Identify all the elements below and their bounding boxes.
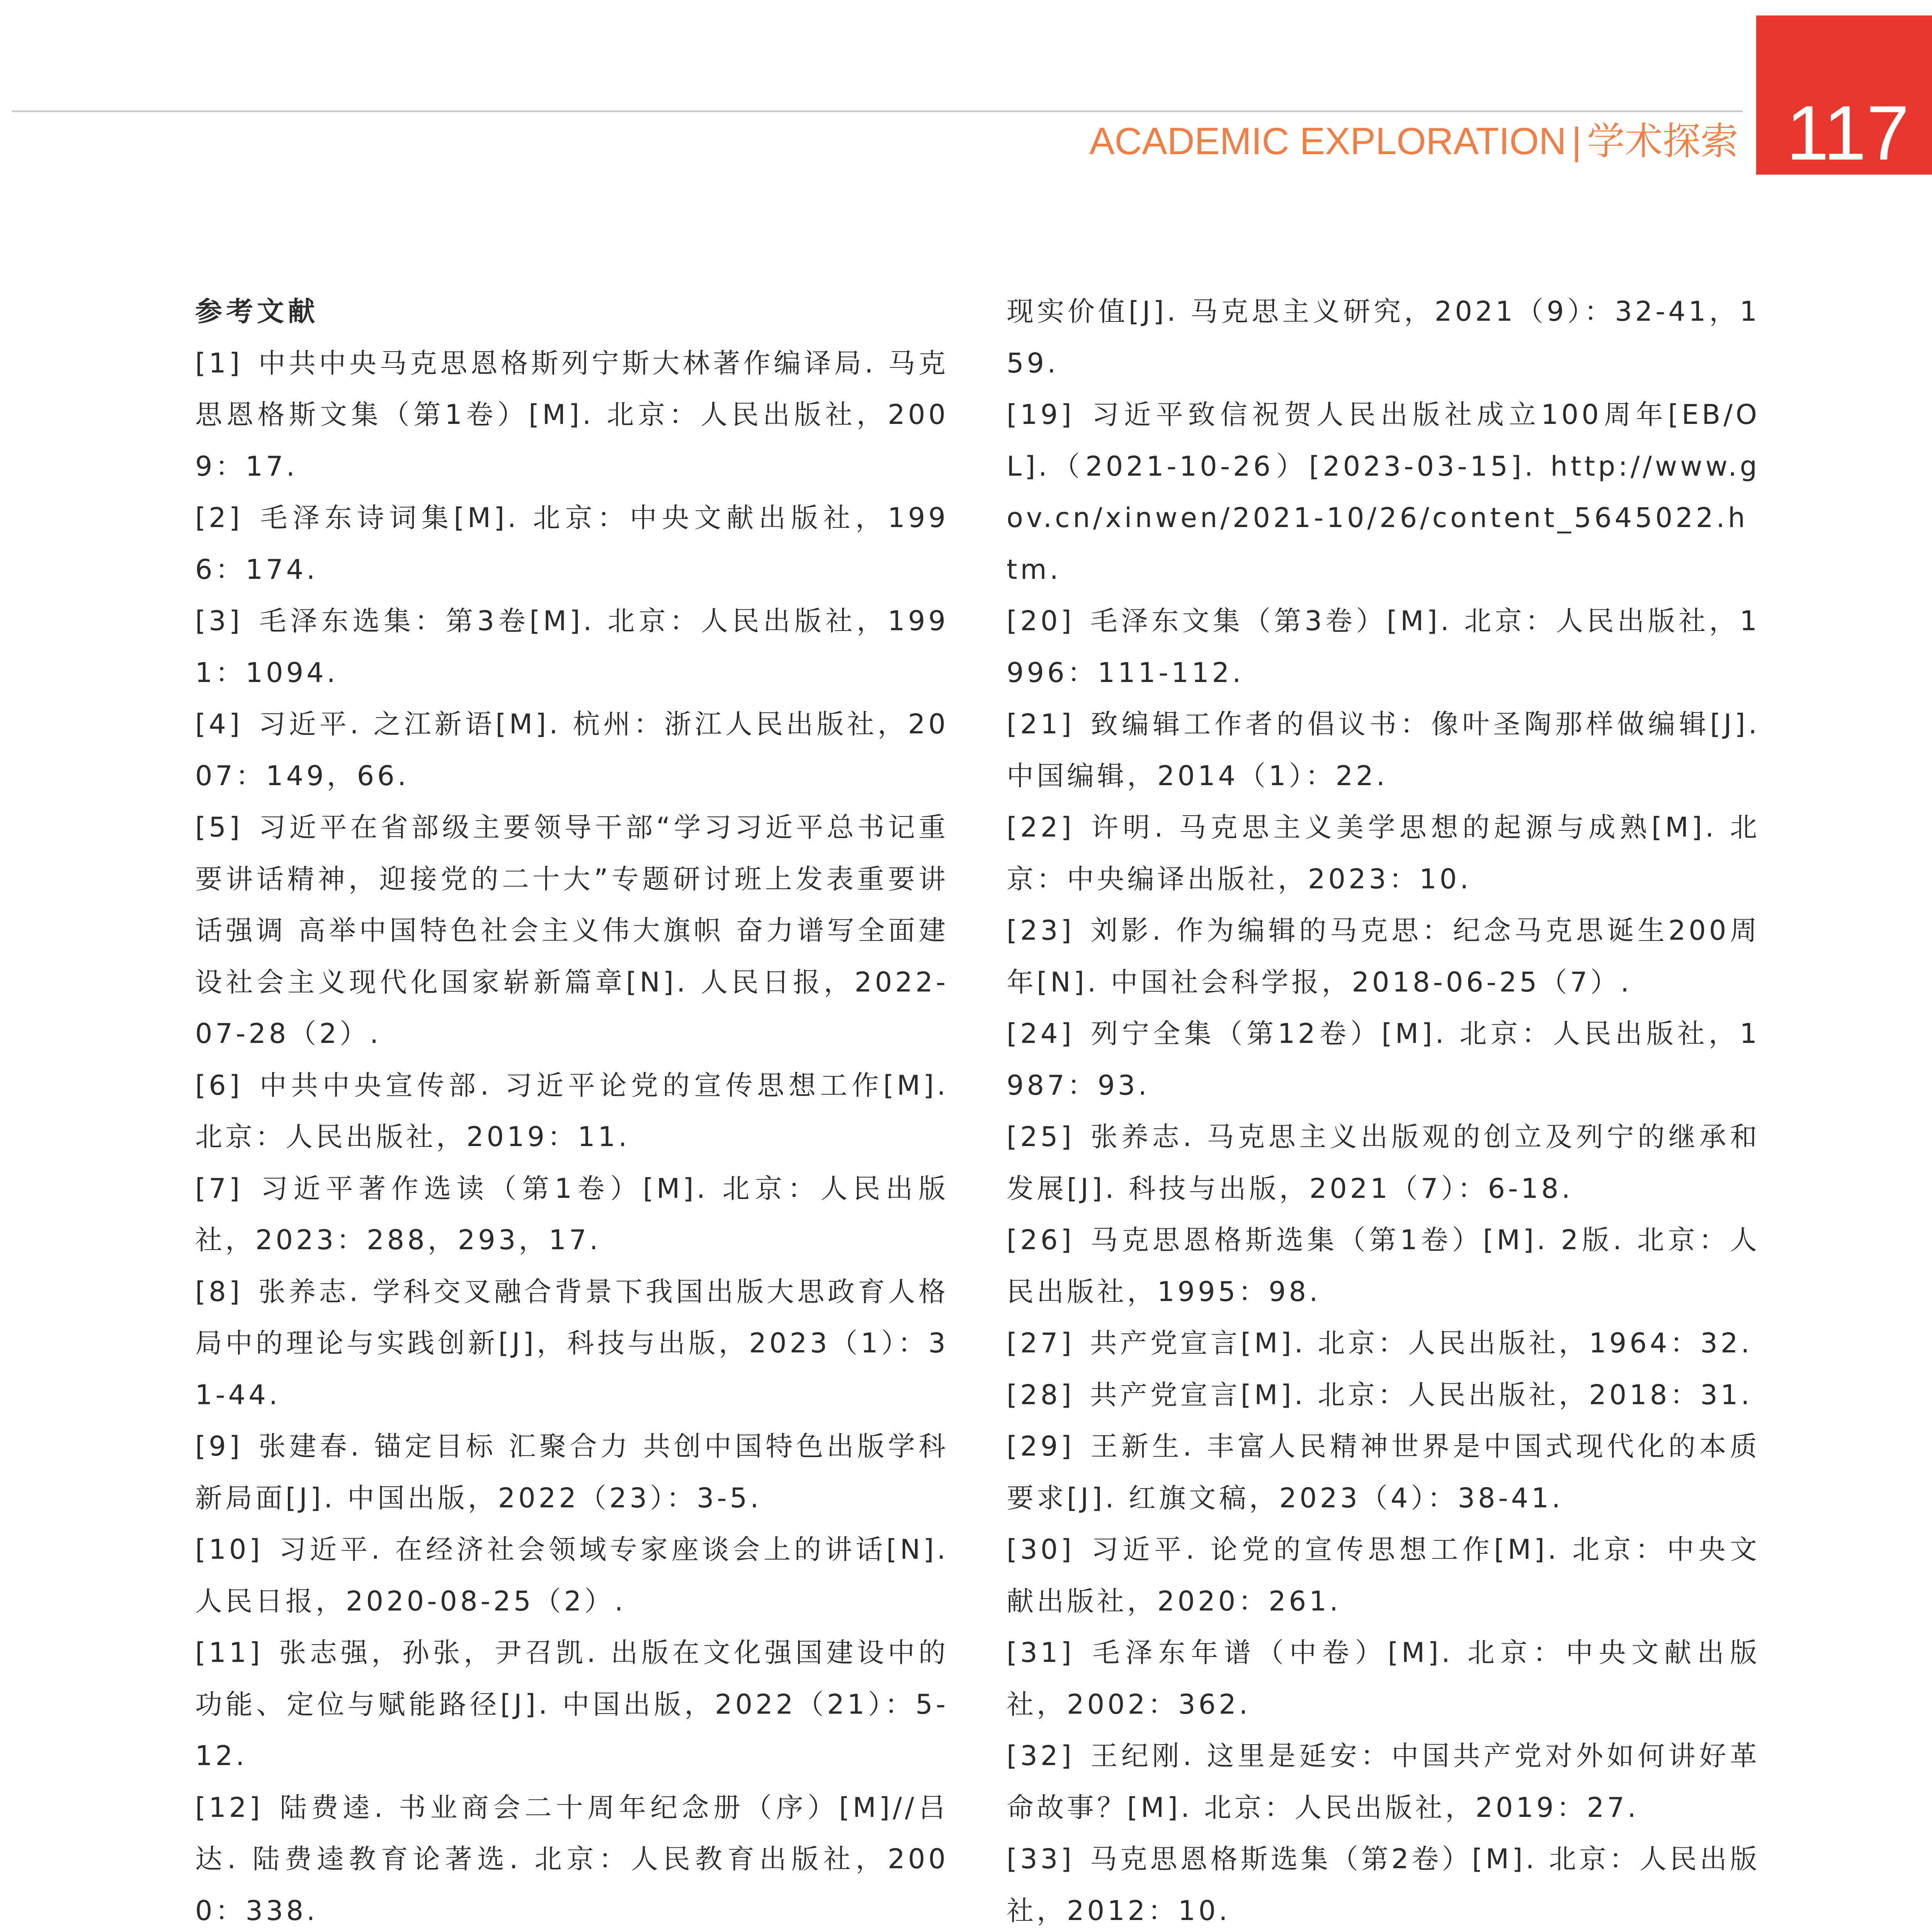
reference-text: 习近平在省部级主要领导干部“学习习近平总书记重要讲话精神，迎接党的二十大”专题研讨班上发表重要讲话强调 高举中国特色社会主义伟大旗帜 奋力谱写全面建设社会主义现代化国家崭新篇章[N]. 人民日报，2022-07-28（2）. — [195, 811, 949, 1049]
reference-item — [1007, 1524, 1760, 1627]
reference-text: 习近平. 之江新语[M]. 杭州：浙江人民出版社，2007：149，66. — [195, 708, 949, 792]
reference-number: [32] — [1007, 1740, 1075, 1772]
reference-number: [1] — [195, 347, 243, 379]
reference-number: [24] — [1007, 1018, 1075, 1049]
section-header — [1089, 116, 1738, 166]
reference-text: 王纪刚. 这里是延安：中国共产党对外如何讲好革命故事？[M]. 北京：人民出版社，2019：27. — [1007, 1740, 1760, 1823]
reference-item — [1007, 1421, 1760, 1524]
reference-list-right — [1007, 389, 1760, 1932]
references-heading: 参考文献 — [195, 296, 319, 327]
reference-list-left — [195, 338, 949, 1932]
reference-number: [6] — [195, 1069, 243, 1101]
reference-item — [1007, 1318, 1760, 1369]
reference-number: [19] — [1007, 399, 1075, 430]
reference-text: 王新生. 丰富人民精神世界是中国式现代化的本质要求[J]. 红旗文稿，2023（4）：38-41. — [1007, 1430, 1760, 1514]
reference-item — [1007, 802, 1760, 905]
reference-item — [195, 1627, 949, 1782]
reference-item — [1007, 1111, 1760, 1214]
reference-item — [195, 1782, 949, 1932]
reference-text: 张养志. 马克思主义出版观的创立及列宁的继承和发展[J]. 科技与出版，2021（7）：6-18. — [1007, 1121, 1760, 1204]
reference-item — [1007, 1833, 1760, 1932]
references-right-column — [1007, 286, 1760, 1932]
reference-text: 张养志. 学科交叉融合背景下我国出版大思政育人格局中的理论与实践创新[J]，科技与出版，2023（1）：31-44. — [195, 1276, 949, 1411]
reference-number: [20] — [1007, 605, 1075, 637]
reference-number: [8] — [195, 1276, 243, 1308]
reference-item — [1007, 699, 1760, 802]
reference-text: 共产党宣言[M]. 北京：人民出版社，2018：31. — [1090, 1379, 1753, 1411]
page-number-box — [1756, 15, 1932, 175]
reference-text: 毛泽东选集：第3卷[M]. 北京：人民出版社，1991：1094. — [195, 605, 949, 689]
reference-text: 致编辑工作者的倡议书：像叶圣陶那样做编辑[J]. 中国编辑，2014（1）：22. — [1007, 708, 1760, 792]
reference-text: 马克思恩格斯选集（第2卷）[M]. 北京：人民出版社，2012：10. — [1007, 1843, 1760, 1927]
reference-text: 习近平致信祝贺人民出版社成立100周年[EB/OL].（2021-10-26）[2023-03-15]. http://www.gov.cn/xinwen/2021-10/26/content_5645022.htm. — [1007, 399, 1760, 585]
reference-item — [195, 1060, 949, 1163]
reference-number: [7] — [195, 1172, 243, 1204]
reference-item — [1007, 1730, 1760, 1833]
reference-text: 毛泽东诗词集[M]. 北京：中央文献出版社，1996：174. — [195, 502, 949, 585]
reference-continuation: 现实价值[J]. 马克思主义研究，2021（9）：32-41，159. — [1007, 296, 1760, 379]
reference-number: [9] — [195, 1430, 243, 1462]
reference-number: [33] — [1007, 1843, 1075, 1875]
reference-text: 马克思恩格斯选集（第1卷）[M]. 2版. 北京：人民出版社，1995：98. — [1007, 1224, 1760, 1308]
reference-text: 习近平. 论党的宣传思想工作[M]. 北京：中央文献出版社，2020：261. — [1007, 1534, 1760, 1617]
reference-number: [30] — [1007, 1534, 1075, 1565]
reference-text: 张建春. 锚定目标 汇聚合力 共创中国特色出版学科新局面[J]. 中国出版，2022（23）：3-5. — [195, 1430, 949, 1514]
reference-number: [11] — [195, 1637, 263, 1668]
section-title-en: ACADEMIC EXPLORATION — [1089, 120, 1566, 162]
reference-text: 中共中央马克思恩格斯列宁斯大林著作编译局. 马克思恩格斯文集（第1卷）[M]. 北京：人民出版社，2009：17. — [195, 347, 949, 482]
reference-number: [29] — [1007, 1430, 1075, 1462]
header-separator: | — [1571, 120, 1582, 162]
reference-text: 刘影. 作为编辑的马克思：纪念马克思诞生200周年[N]. 中国社会科学报，2018-06-25（7）. — [1007, 915, 1760, 998]
reference-text: 列宁全集（第12卷）[M]. 北京：人民出版社，1987：93. — [1007, 1018, 1760, 1101]
reference-item — [1007, 1369, 1760, 1421]
reference-text: 张志强，孙张，尹召凯. 出版在文化强国建设中的功能、定位与赋能路径[J]. 中国出版，2022（21）：5-12. — [195, 1637, 949, 1772]
header-rule — [12, 111, 1743, 112]
reference-number: [27] — [1007, 1327, 1075, 1359]
reference-item — [1007, 905, 1760, 1008]
reference-item — [195, 1266, 949, 1421]
reference-number: [21] — [1007, 708, 1075, 740]
reference-item — [195, 338, 949, 493]
reference-item — [195, 699, 949, 802]
reference-text: 毛泽东年谱（中卷）[M]. 北京：中央文献出版社，2002：362. — [1007, 1637, 1760, 1720]
reference-text: 陆费逵. 书业商会二十周年纪念册（序）[M]//吕达. 陆费逵教育论著选. 北京：人民教育出版社，2000：338. — [195, 1791, 949, 1927]
reference-number: [3] — [195, 605, 243, 637]
reference-number: [22] — [1007, 811, 1075, 843]
reference-text: 许明. 马克思主义美学思想的起源与成熟[M]. 北京：中央编译出版社，2023：10. — [1007, 811, 1760, 895]
reference-item — [195, 595, 949, 699]
reference-number: [2] — [195, 502, 243, 534]
reference-item — [195, 1524, 949, 1627]
reference-item — [195, 1421, 949, 1524]
reference-item — [195, 802, 949, 1060]
reference-number: [26] — [1007, 1224, 1075, 1256]
reference-item — [1007, 1214, 1760, 1318]
reference-text: 共产党宣言[M]. 北京：人民出版社，1964：32. — [1090, 1327, 1753, 1359]
reference-item — [1007, 1627, 1760, 1730]
reference-text: 毛泽东文集（第3卷）[M]. 北京：人民出版社，1996：111-112. — [1007, 605, 1760, 689]
reference-text: 习近平著作选读（第1卷）[M]. 北京：人民出版社，2023：288，293，17. — [195, 1172, 949, 1256]
reference-text: 中共中央宣传部. 习近平论党的宣传思想工作[M]. 北京：人民出版社，2019：11. — [195, 1069, 949, 1153]
reference-item — [195, 492, 949, 595]
reference-item — [195, 1163, 949, 1266]
reference-item — [1007, 595, 1760, 699]
references-left-column — [195, 286, 949, 1932]
reference-number: [10] — [195, 1534, 263, 1565]
section-title-cn: 学术探索 — [1587, 120, 1738, 162]
reference-number: [31] — [1007, 1637, 1075, 1668]
reference-number: [5] — [195, 811, 243, 843]
reference-number: [25] — [1007, 1121, 1075, 1153]
reference-text: 习近平. 在经济社会领域专家座谈会上的讲话[N]. 人民日报，2020-08-25（2）. — [195, 1534, 949, 1617]
reference-number: [28] — [1007, 1379, 1075, 1411]
reference-number: [4] — [195, 708, 243, 740]
reference-number: [23] — [1007, 915, 1075, 946]
reference-item — [1007, 1008, 1760, 1111]
page-number: 117 — [1786, 90, 1910, 176]
reference-number: [12] — [195, 1791, 263, 1823]
reference-item — [1007, 389, 1760, 595]
